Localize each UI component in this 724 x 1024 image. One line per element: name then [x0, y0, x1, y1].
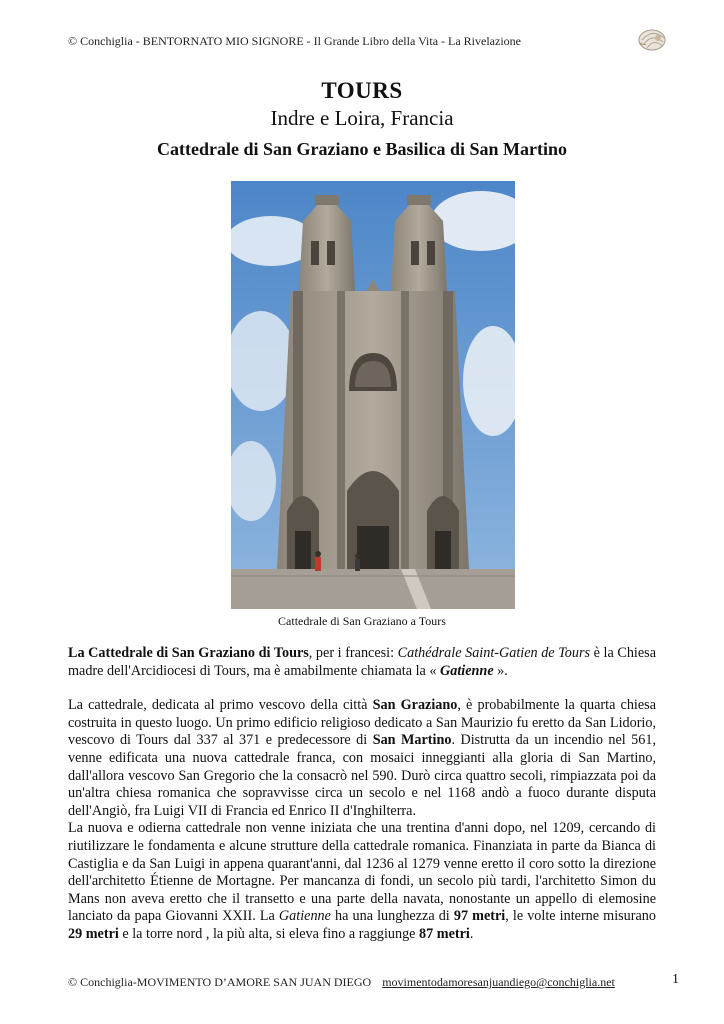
bold-text: San Graziano: [372, 697, 458, 714]
bold-text: 87 metri: [419, 925, 470, 942]
page-number: 1: [672, 972, 679, 987]
section-heading: Cattedrale di San Graziano e Basilica di San Martino: [156, 139, 567, 159]
text: , le volte interne misurano: [505, 908, 656, 925]
bold-text: La Cattedrale di San Graziano di Tours: [68, 645, 309, 661]
bold-text: San Martino: [372, 732, 452, 749]
cathedral-photo: [231, 181, 515, 609]
paragraph-construction: [68, 820, 656, 943]
text: ha una lunghezza di: [330, 908, 454, 925]
bold-text: 29 metri: [68, 925, 119, 942]
text: La nuova e odierna cattedrale non venne iniziata che una trentina d'anni dopo, nel 1209, cercando di riutilizzare le fondamenta e alcune strutture della cattedrale romanica. Finanziata in parte da Bianca di Castiglia e da San Luigi in appena quarant'anni, dal 1236 al 1279 venne eretto il coro sotto la direzione dell'architetto Étienne de Mortagne. Per mancanza di fondi, un secolo più tardi, l'architetto Simon du Mans non aveva eretto che il transetto e una parte della navata, nonostante un appello di elemosine lanciato da papa Giovanni XXII. La: [68, 820, 656, 925]
text: ».: [493, 662, 508, 679]
article-body: [68, 645, 656, 944]
text: La cattedrale, dedicata al primo vescovo della città: [68, 697, 373, 714]
bold-text: 97 metri: [453, 908, 506, 925]
footer-org: © Conchiglia-MOVIMENTO D’AMORE SAN JUAN DIEGO: [68, 975, 372, 989]
region-subtitle: Indre e Loira, Francia: [270, 106, 454, 130]
paragraph-intro: [68, 645, 656, 680]
text: .: [469, 925, 474, 942]
paragraph-history: [68, 697, 656, 820]
bold-italic-text: Gatienne: [440, 662, 494, 679]
header-copyright: © Conchiglia - BENTORNATO MIO SIGNORE - Il Grande Libro della Vita - La Rivelazione: [68, 34, 521, 48]
photo-caption: Cattedrale di San Graziano a Tours: [278, 614, 446, 628]
italic-text: Cathédrale Saint-Gatien de Tours: [397, 645, 591, 661]
seashell-icon: [634, 24, 668, 54]
footer: [68, 975, 615, 990]
text: . Distrutta da un incendio nel 561, venne edificata una nuova cattedrale franca, con mosaici inneggianti alla gloria di San Martino, dall'allora vescovo San Gregorio che la consacrò nel 590. Durò circa quattro secoli, rimpiazzata poi da un'altra chiesa romanica che sopravvisse circa un secolo e nel 1168 andò a fuoco durante disputa dell'Angiò, fra Luigi VII di Francia ed Enrico II d'Inghilterra.: [68, 732, 656, 819]
page-title: TOURS: [321, 78, 403, 103]
text: e la torre nord , la più alta, si eleva fino a raggiunge: [118, 925, 420, 942]
italic-text: Gatienne: [278, 908, 331, 925]
text: è la Chiesa madre dell'Arcidiocesi di Tours, ma è amabilmente chiamata la «: [68, 645, 656, 679]
text: , è probabilmente la quarta chiesa costruita in questo luogo. Un primo edificio religioso dedicato a San Maurizio fu eretto da San Lidorio, vescovo di Tours dal 337 al 371 e predecessore di: [68, 697, 656, 749]
footer-email-link[interactable]: movimentodamoresanjuandiego@conchiglia.net: [382, 975, 615, 989]
text: , per i francesi:: [308, 645, 398, 661]
